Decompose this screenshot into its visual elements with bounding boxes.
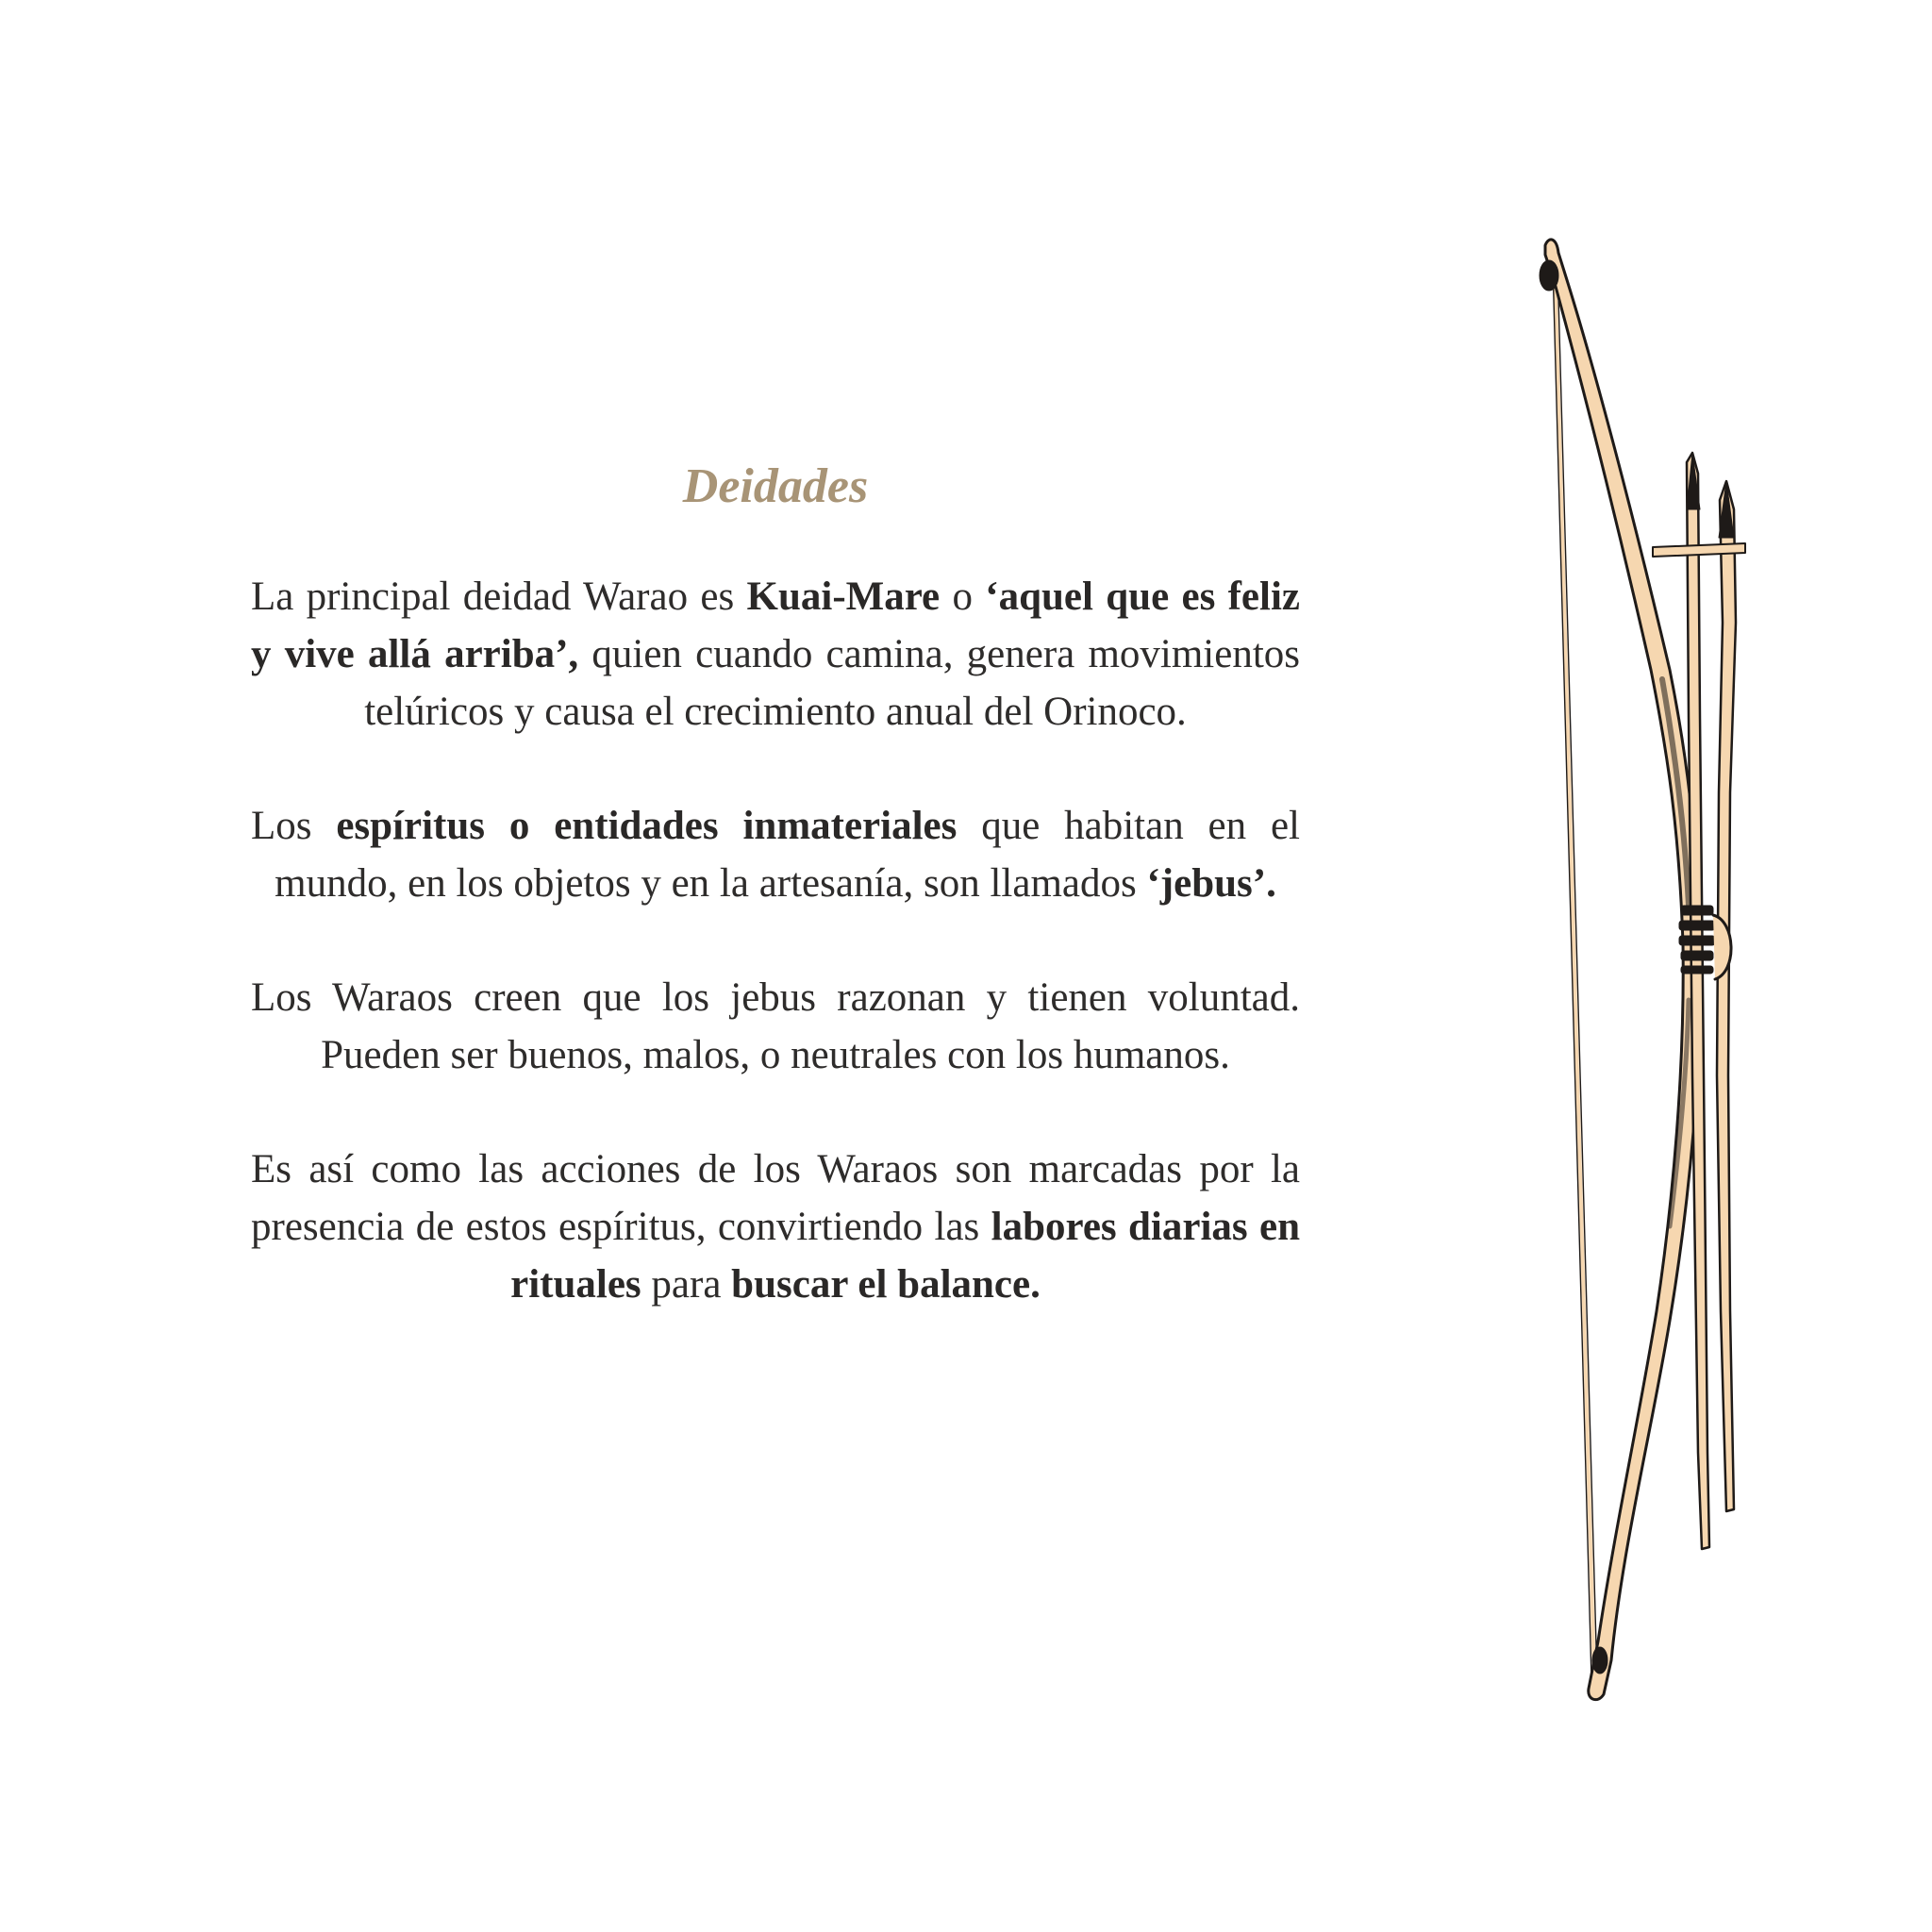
bow-limb <box>1545 240 1701 1700</box>
paragraph-3-text: Los Waraos creen que los jebus razonan y tienen voluntad. Pueden ser buenos, malos, o neutrales con los humanos. <box>251 975 1300 1077</box>
paragraph-1 <box>251 568 1300 741</box>
arrow-2 <box>1717 481 1736 1511</box>
top-knot <box>1540 260 1558 291</box>
paragraph-3 <box>251 969 1300 1084</box>
paragraph-1-bold-kuai-mare: Kuai-Mare <box>746 575 941 619</box>
paragraph-4-text: para <box>641 1262 732 1307</box>
paragraph-1-bold-quote: ‘aquel que es feliz y vive allá arriba’, <box>251 575 1300 676</box>
bottom-knot <box>1592 1647 1607 1674</box>
paragraph-1-text: quien cuando camina, genera movimientos telúricos y causa el crecimiento anual del Orinoco. <box>364 632 1301 734</box>
bowstring <box>1555 264 1594 1679</box>
paragraph-4-text: Es así como las acciones de los Waraos son marcadas por la presencia de estos espíritus, convirtiendo las <box>251 1147 1300 1249</box>
paragraph-4 <box>251 1141 1300 1313</box>
bow-and-arrows-icon <box>1528 226 1792 1717</box>
paragraph-4-bold-balance: buscar el balance. <box>731 1262 1041 1307</box>
paragraph-1-text: La principal deidad Warao es <box>251 575 747 619</box>
paragraph-2-bold-espiritus: espíritus o entidades inmateriales <box>336 804 958 848</box>
paragraph-4-bold-labores: labores diarias en rituales <box>510 1205 1300 1307</box>
paragraph-2-bold-jebus: ‘jebus’. <box>1146 861 1276 906</box>
paragraph-2-text: Los <box>251 804 337 848</box>
paragraph-2 <box>251 797 1300 912</box>
paragraph-2-text: que habitan en el mundo, en los objetos y en la artesanía, son llamados <box>275 804 1300 906</box>
text-column <box>251 457 1300 1370</box>
paragraph-1-text: o <box>940 575 986 619</box>
page-title: Deidades <box>682 459 869 513</box>
